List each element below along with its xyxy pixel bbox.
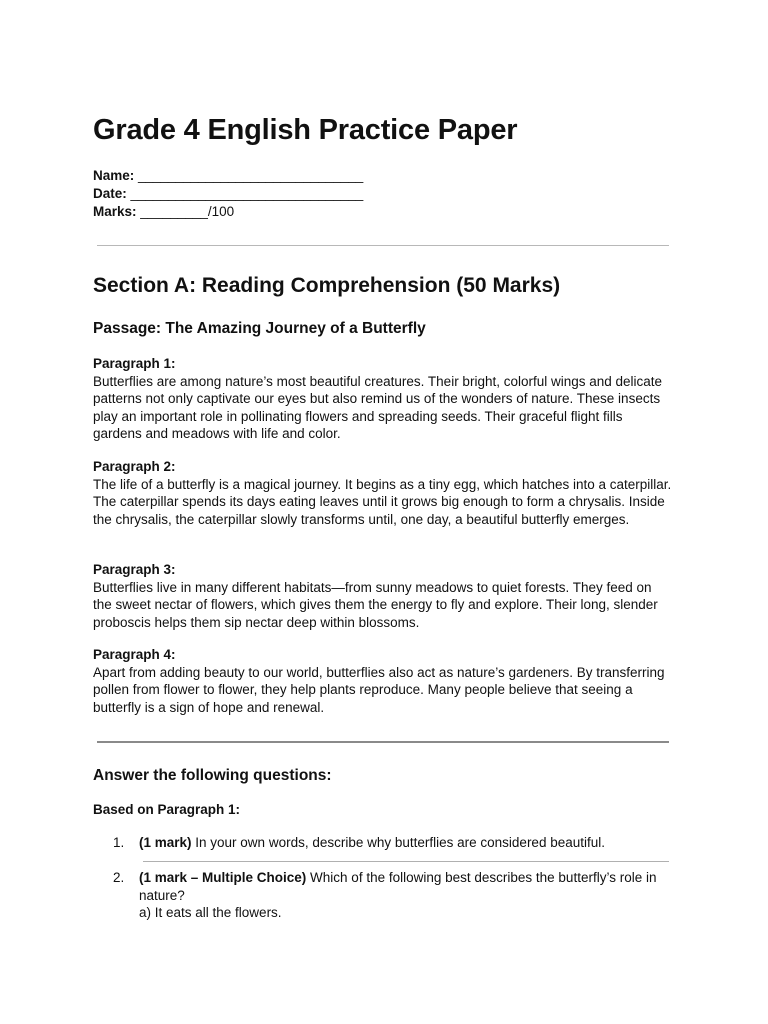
paragraph-label: Paragraph 3:	[93, 562, 176, 577]
question-group-label: Based on Paragraph 1:	[93, 802, 241, 817]
marks-field	[93, 203, 234, 221]
paragraph-text: Butterflies are among nature’s most beautiful creatures. Their bright, colorful wings and delicate patterns not only captivate our eyes but also remind us of the wonders of nature. These insects play an important role in pollinating flowers and spreading seeds. Their graceful flight fills gardens and meadows with life and color.	[93, 373, 663, 442]
question-number: 2.	[113, 870, 125, 885]
paragraph-text: Apart from adding beauty to our world, butterflies also act as nature’s gardeners. By transferring pollen from flower to flower, they help plants reproduce. Many people believe that seeing a butterfly is a sign of hope and renewal.	[93, 664, 665, 715]
paragraph-1	[93, 355, 673, 443]
paragraph-text: The life of a butterfly is a magical journey. It begins as a tiny egg, which hatches into a caterpillar. The caterpillar spends its days eating leaves until it grows big enough to form a chrysalis. Inside the chrysalis, the caterpillar slowly transforms until, one day, a beautiful butterfly emerges.	[93, 476, 672, 527]
question-marks: (1 mark – Multiple Choice)	[139, 870, 307, 885]
name-label: Name:	[93, 168, 135, 183]
section-a-heading: Section A: Reading Comprehension (50 Marks)	[93, 274, 561, 297]
question-1	[113, 834, 674, 852]
divider-middle	[97, 741, 669, 743]
question-2	[113, 869, 674, 922]
questions-heading: Answer the following questions:	[93, 767, 332, 784]
page-title: Grade 4 English Practice Paper	[93, 114, 518, 146]
paragraph-4	[93, 646, 673, 716]
marks-blank: _________	[140, 204, 208, 219]
answer-option-a[interactable]: a) It eats all the flowers.	[139, 905, 282, 921]
date-field	[93, 185, 363, 203]
question-text: In your own words, describe why butterflies are considered beautiful.	[191, 835, 605, 850]
answer-line[interactable]	[143, 861, 669, 862]
marks-total: /100	[207, 204, 235, 219]
name-blank: ______________________________	[138, 168, 364, 183]
paragraph-text: Butterflies live in many different habitats—from sunny meadows to quiet forests. They feed on the sweet nectar of flowers, which gives them the energy to fly and explore. Their long, slender proboscis helps them sip nectar deep within blossoms.	[93, 579, 658, 630]
marks-label: Marks:	[93, 204, 137, 219]
paragraph-2	[93, 458, 673, 528]
question-marks: (1 mark)	[139, 835, 192, 850]
paragraph-label: Paragraph 4:	[93, 647, 176, 662]
passage-title: Passage: The Amazing Journey of a Butterfly	[93, 320, 426, 337]
paragraph-label: Paragraph 2:	[93, 459, 176, 474]
question-number: 1.	[113, 835, 125, 850]
divider-top	[97, 245, 669, 246]
name-field	[93, 167, 363, 185]
paragraph-3	[93, 561, 673, 631]
paragraph-label: Paragraph 1:	[93, 356, 176, 371]
question-text: Which of the following best describes the butterfly’s role in nature?	[139, 870, 657, 903]
date-label: Date:	[93, 186, 127, 201]
date-blank: _______________________________	[130, 186, 364, 201]
